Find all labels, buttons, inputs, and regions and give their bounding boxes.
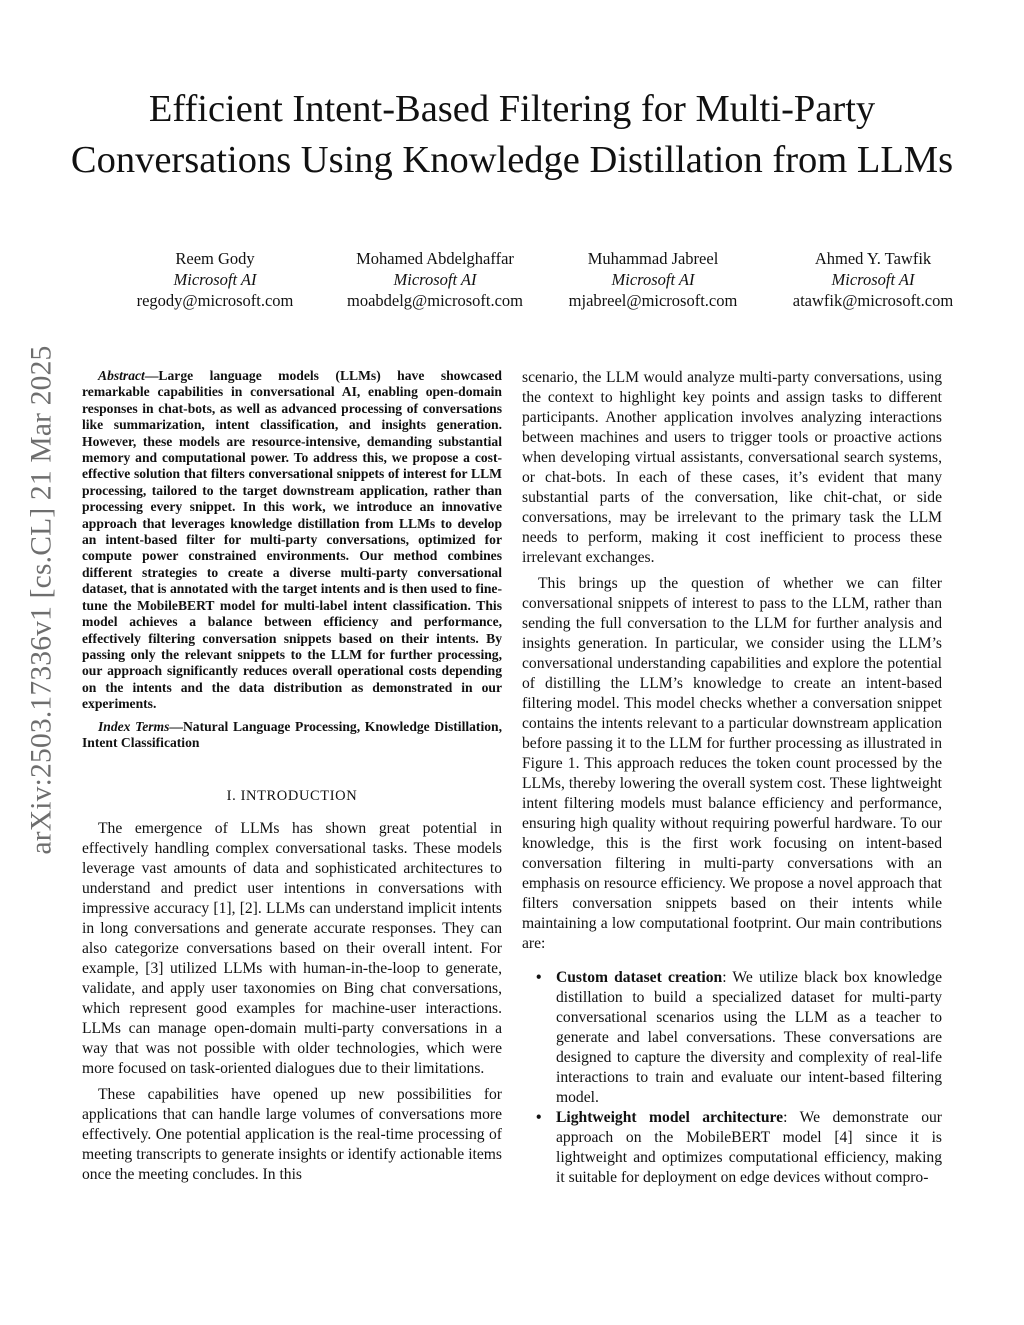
bullet-icon: • xyxy=(536,1109,542,1126)
author-name: Ahmed Y. Tawfik xyxy=(814,249,932,268)
list-item xyxy=(522,1108,942,1188)
section-number: I. xyxy=(226,788,241,805)
author-affiliation: Microsoft AI xyxy=(611,270,695,289)
contributions-list xyxy=(522,968,942,1188)
author-email: moabdelg@microsoft.com xyxy=(346,291,524,310)
bullet-heading: Lightweight model architecture xyxy=(556,1109,784,1126)
abstract-label: Abstract xyxy=(98,368,145,383)
index-terms xyxy=(82,719,502,752)
author-1 xyxy=(100,248,330,311)
abstract-text: —Large language models (LLMs) have showcased remarkable capabilities in conversational AI, enabling open-domain responses in chat-bots, as well as advanced processing of conversations like summarization, intent classification, and insights generation. However, these models are resource-intensive, demanding substantial memory and computational power. To address this, we propose a cost-effective solution that filters conversational snippets of interest for LLM processing, tailored to the target downstream application, rather than processing every snippet. In this work, we introduce an innovative approach that leverages knowledge distillation from LLMs to develop an intent-based filter for multi-party conversations, optimized for compute power constrained environments. Our method combines different strategies to create a diverse multi-party conversational dataset, that is annotated with the target intents and is then used to fine-tune the MobileBERT model for multi-label intent classification. This model achieves a balance between efficiency and performance, effectively filtering conversation snippets based on their intents. By passing only the relevant snippets to the LLM for further processing, our approach significantly reduces overall operational costs depending on the intents and the data distribution as demonstrated in our experiments. xyxy=(82,368,502,712)
list-item xyxy=(522,968,942,1108)
index-terms-text: —Natural Language Processing, Knowledge Distillation, Intent Classification xyxy=(82,718,502,750)
author-affiliation: Microsoft AI xyxy=(393,270,477,289)
paper-title: Efficient Intent-Based Filtering for Multi-Party Conversations Using Knowledge Distillation from LLMs xyxy=(70,88,954,181)
index-terms-label: Index Terms xyxy=(98,718,170,734)
section-title-rest: NTRODUCTION xyxy=(246,788,358,805)
abstract xyxy=(82,368,502,713)
author-email: atawfik@microsoft.com xyxy=(792,291,954,310)
section-initial: I xyxy=(240,788,246,805)
author-3 xyxy=(540,248,766,311)
right-column xyxy=(522,368,942,1188)
author-4 xyxy=(766,248,980,311)
author-email: mjabreel@microsoft.com xyxy=(568,291,738,310)
bullet-text: : We utilize black box knowledge distillation to build a specialized dataset for multi-party conversational scenarios using the LLM as a teacher to generate and label conversations. These conversations are designed to capture the diversity and complexity of real-life interactions to train and evaluate our intent-based filtering model. xyxy=(556,969,942,1106)
bullet-text: : We demonstrate our approach on the MobileBERT model [4] since it is lightweight and optimizes computational efficiency, making it suitable for deployment on edge devices without compro- xyxy=(556,1109,942,1186)
author-name: Reem Gody xyxy=(175,249,255,268)
body-paragraph: These capabilities have opened up new possibilities for applications that can handle large volumes of conversations more effectively. One potential application is the real-time processing of meeting transcripts to generate insights or identify actionable items once the meeting concludes. In this xyxy=(82,1086,502,1184)
author-block xyxy=(100,248,980,311)
author-affiliation: Microsoft AI xyxy=(831,270,915,289)
author-affiliation: Microsoft AI xyxy=(173,270,257,289)
section-heading-introduction xyxy=(82,786,502,806)
bullet-heading: Custom dataset creation xyxy=(556,969,723,986)
author-email: regody@microsoft.com xyxy=(136,291,294,310)
body-paragraph: scenario, the LLM would analyze multi-party conversations, using the context to highlight key points and assign tasks to different participants. Another application involves analyzing interactions between machines and users to trigger tools or proactive actions when developing virtual assistants, conversational search systems, or chat-bots. In each of these cases, it’s evident that many substantial parts of the conversation, like chit-chat, or side conversations, may be irrelevant to the primary task the LLM needs to perform, making it cost inefficient to process these irrelevant exchanges. xyxy=(522,369,942,566)
author-name: Muhammad Jabreel xyxy=(587,249,719,268)
body-paragraph: The emergence of LLMs has shown great potential in effectively handling complex conversational tasks. These models leverage vast amounts of data and sophisticated architectures to understand and predict user intentions in conversations with impressive accuracy [1], [2]. LLMs can understand implicit intents in long conversations and generate accurate responses. They can also categorize conversations based on their overall intent. For example, [3] utilized LLMs with human-in-the-loop to generate, validate, and apply user taxonomies on Bing chat conversations, which represent good examples for machine-user interactions. LLMs can manage open-domain multi-party conversations in a way that was not possible with older technologies, which were more focused on task-oriented dialogues due to their limitations. xyxy=(82,820,502,1078)
author-2 xyxy=(330,248,540,311)
author-name: Mohamed Abdelghaffar xyxy=(356,249,514,268)
arxiv-identifier: arXiv:2503.17336v1 [cs.CL] 21 Mar 2025 xyxy=(25,345,58,855)
bullet-icon: • xyxy=(536,969,542,986)
left-column xyxy=(82,368,502,1191)
body-paragraph: This brings up the question of whether we can filter conversational snippets of interest to pass to the LLM, rather than sending the full conversation to the LLM for further analysis and insights generation. In particular, we consider using the LLM’s conversational understanding capabilities and explore the potential of distilling the LLM’s knowledge to create an intent-based filtering model. This model checks whether a conversation snippet contains the intents relevant to a particular downstream application before passing it to the LLM for further processing as illustrated in Figure 1. This approach reduces the token count processed by the LLMs, thereby lowering the overall system cost. These lightweight intent filtering models must balance efficiency and performance, ensuring high quality without requiring powerful hardware. To our knowledge, this is the first work focusing on intent-based conversation filtering in multi-party conversations with an emphasis on resource efficiency. We propose a novel approach that filters conversation snippets based on their intents while maintaining a low computational footprint. Our main contributions are: xyxy=(522,575,942,952)
